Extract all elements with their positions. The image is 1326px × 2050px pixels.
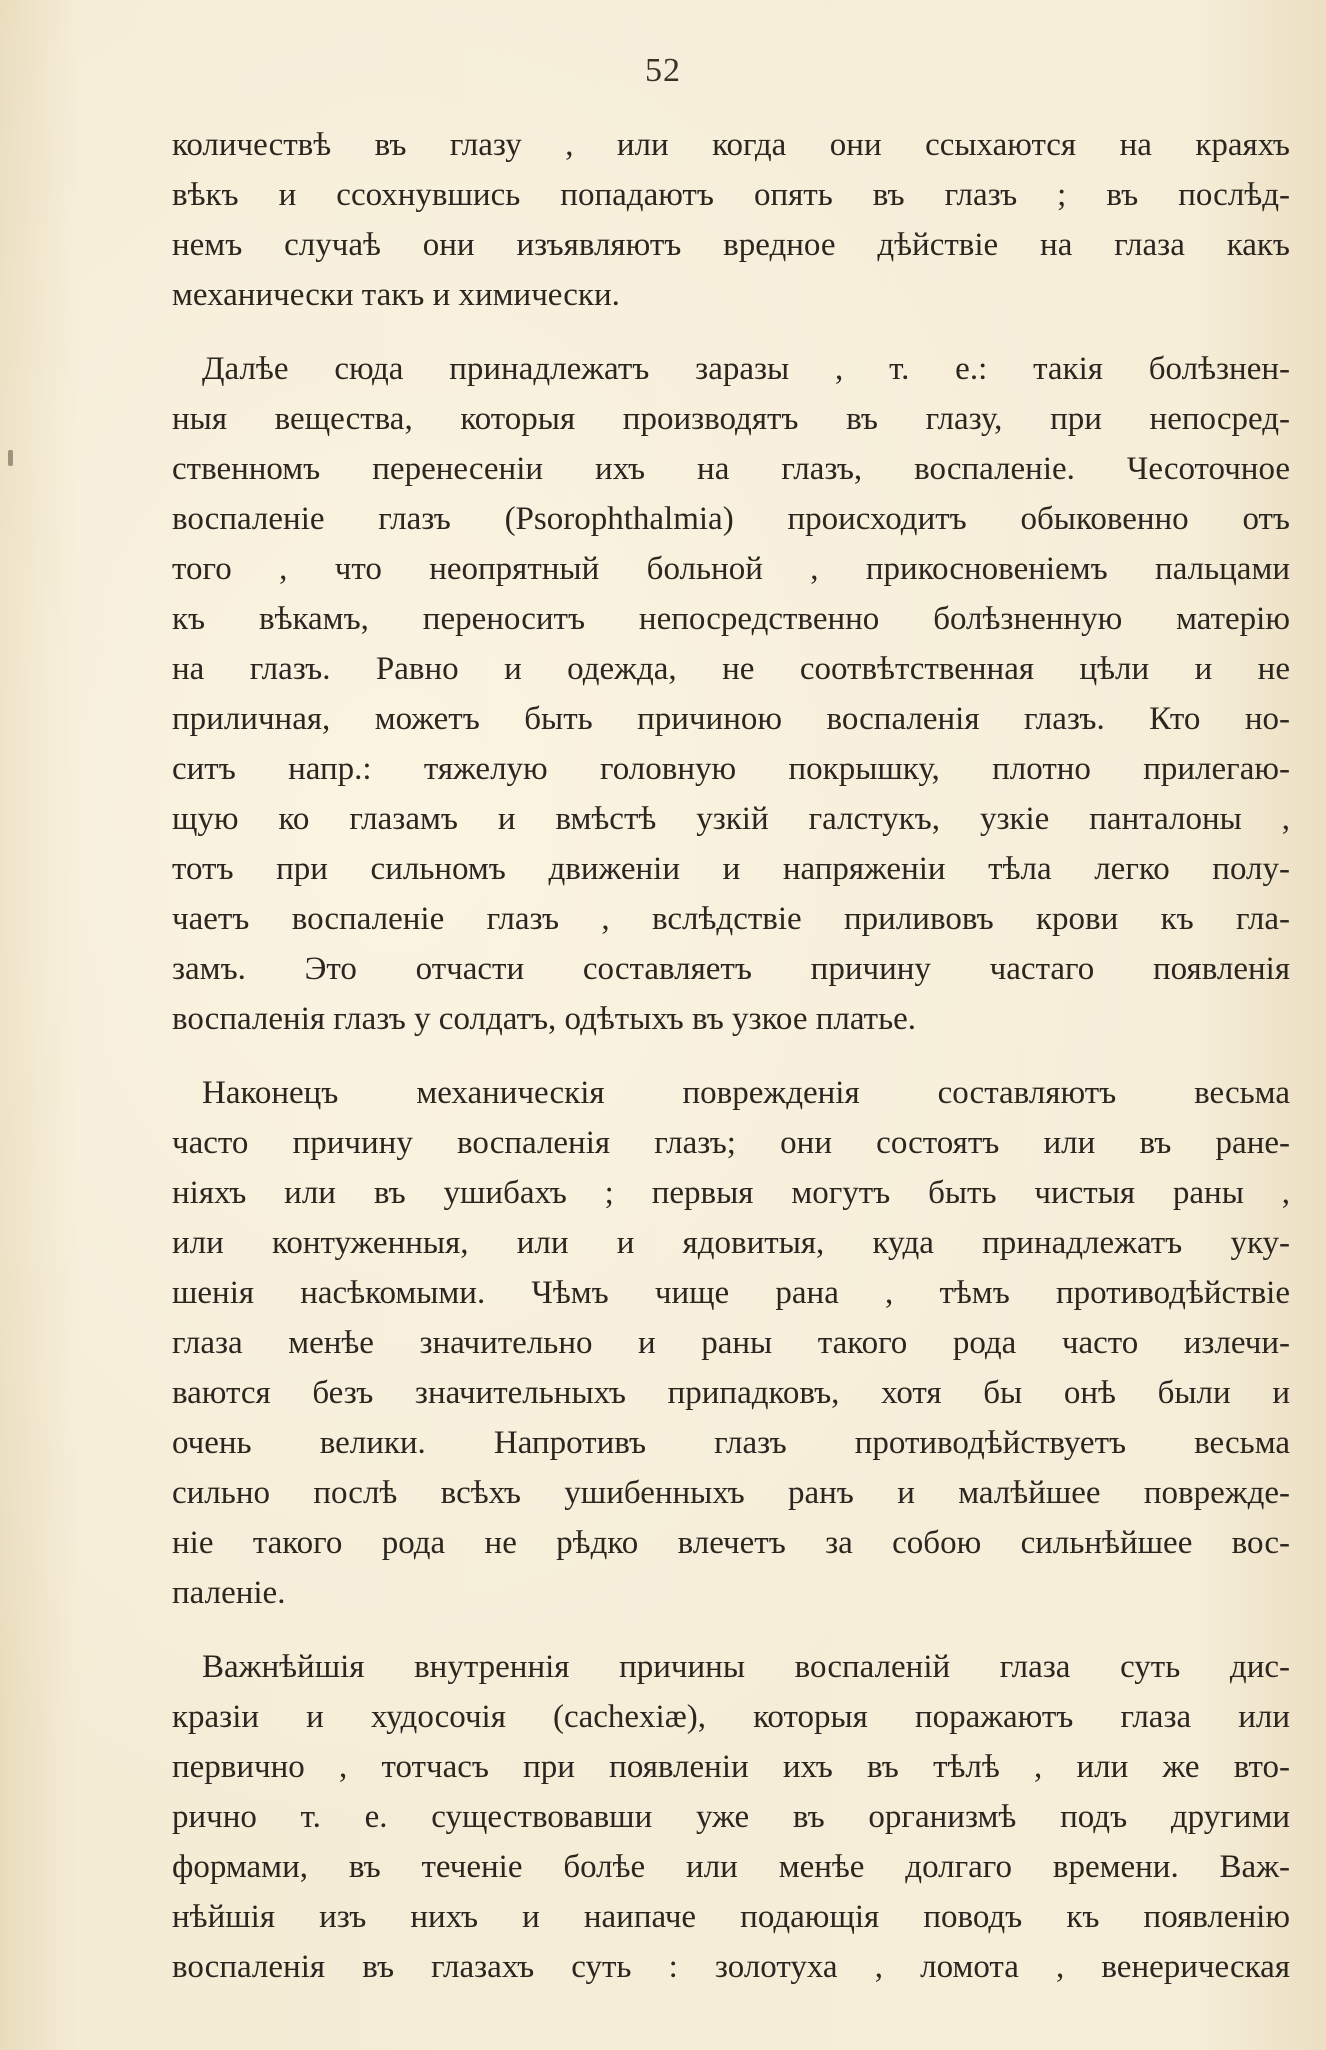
text-line: количествѣ въ глазу , или когда они ссыхаются на краяхъ [172, 127, 1290, 163]
paragraph-gap [172, 1618, 1290, 1642]
text-line: замъ. Это отчасти составляетъ причину частаго появленія [172, 951, 1290, 987]
paragraph-gap [172, 320, 1290, 344]
text-line: воспаленія въ глазахъ суть : золотуха , ломота , венерическая [172, 1949, 1290, 1985]
page-number: 52 [645, 52, 681, 89]
text-line: Наконецъ механическія поврежденія составляютъ весьма [202, 1075, 1290, 1111]
text-line: немъ случаѣ они изъявляютъ вредное дѣйствіе на глаза какъ [172, 227, 1290, 263]
paragraph [172, 344, 1290, 1044]
text-line: тотъ при сильномъ движеніи и напряженіи тѣла легко полу- [172, 851, 1290, 887]
text-line: на глазъ. Равно и одежда, не соотвѣтственная цѣли и не [172, 651, 1290, 687]
text-line: ситъ напр.: тяжелую головную покрышку, плотно прилегаю- [172, 751, 1290, 787]
text-line: щую ко глазамъ и вмѣстѣ узкій галстукъ, узкіе панталоны , [172, 801, 1290, 837]
text-line: глаза менѣе значительно и раны такого рода часто излечи- [172, 1325, 1290, 1361]
text-line: шенія насѣкомыми. Чѣмъ чище рана , тѣмъ противодѣйствіе [172, 1275, 1290, 1311]
text-line: механически такъ и химически. [172, 277, 620, 313]
text-line: Важнѣйшія внутреннія причины воспаленій глаза суть дис- [202, 1649, 1290, 1685]
text-line: нѣйшія изъ нихъ и наипаче подающія поводъ къ появленію [172, 1899, 1290, 1935]
text-line: вѣкъ и ссохнувшись попадаютъ опять въ глазъ ; въ послѣд- [172, 177, 1290, 213]
text-line: ныя вещества, которыя производятъ въ глазу, при непосред- [172, 401, 1290, 437]
text-line: приличная, можетъ быть причиною воспаленія глазъ. Кто но- [172, 701, 1290, 737]
paragraph [172, 120, 1290, 320]
text-line: рично т. е. существовавши уже въ организмѣ подъ другими [172, 1799, 1290, 1835]
paragraph [172, 1068, 1290, 1618]
body-text [172, 120, 1290, 1992]
text-line: часто причину воспаленія глазъ; они состоятъ или въ ране- [172, 1125, 1290, 1161]
text-line: очень велики. Напротивъ глазъ противодѣйствуетъ весьма [172, 1425, 1290, 1461]
margin-mark [8, 450, 13, 466]
text-line: или контуженныя, или и ядовитыя, куда принадлежатъ уку- [172, 1225, 1290, 1261]
text-line: того , что неопрятный больной , прикосновеніемъ пальцами [172, 551, 1290, 587]
text-line: ваются безъ значительныхъ припадковъ, хотя бы онѣ были и [172, 1375, 1290, 1411]
paragraph-gap [172, 1044, 1290, 1068]
text-line: воспаленія глазъ у солдатъ, одѣтыхъ въ узкое платье. [172, 1001, 917, 1037]
text-line: ственномъ перенесеніи ихъ на глазъ, воспаленіе. Чесоточное [172, 451, 1290, 487]
text-line: Далѣе сюда принадлежатъ заразы , т. е.: такія болѣзнен- [202, 351, 1290, 387]
text-line: ніе такого рода не рѣдко влечетъ за собою сильнѣйшее вос- [172, 1525, 1290, 1561]
text-line: чаетъ воспаленіе глазъ , вслѣдствіе приливовъ крови къ гла- [172, 901, 1290, 937]
text-line: формами, въ теченіе болѣе или менѣе долгаго времени. Важ- [172, 1849, 1290, 1885]
text-line: первично , тотчасъ при появленіи ихъ въ тѣлѣ , или же вто- [172, 1749, 1290, 1785]
text-line: кразіи и худосочія (cachexiæ), которыя поражаютъ глаза или [172, 1699, 1290, 1735]
text-line: къ вѣкамъ, переноситъ непосредственно болѣзненную матерію [172, 601, 1290, 637]
text-line: воспаленіе глазъ (Psorophthalmia) происходитъ обыковенно отъ [172, 501, 1290, 537]
text-line: сильно послѣ всѣхъ ушибенныхъ ранъ и малѣйшее поврежде- [172, 1475, 1290, 1511]
paragraph [172, 1642, 1290, 1992]
text-line: паленіе. [172, 1575, 286, 1611]
text-line: ніяхъ или въ ушибахъ ; первыя могутъ быть чистыя раны , [172, 1175, 1290, 1211]
